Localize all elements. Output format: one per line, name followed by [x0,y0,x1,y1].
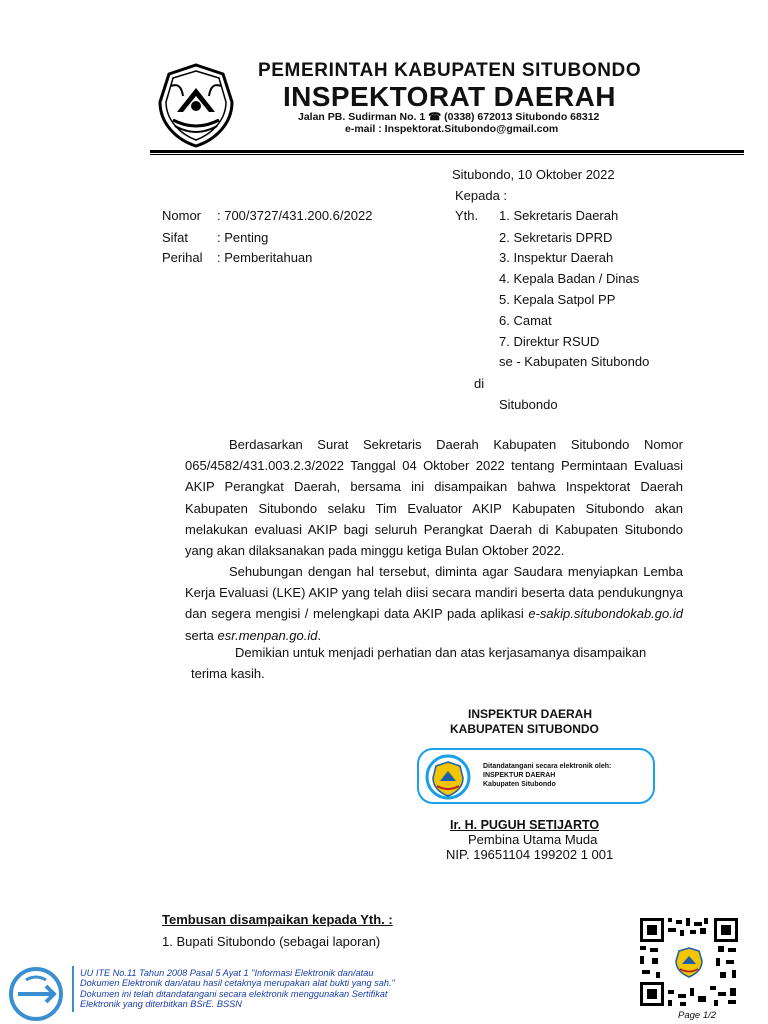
letterhead-address: Jalan PB. Sudirman No. 1 ☎ (0338) 672013 Situbondo 68312 [298,111,600,123]
letter-date: Situbondo, 10 Oktober 2022 [452,167,615,182]
bsre-logo [6,966,70,1022]
signer-nip: NIP. 19651104 199202 1 001 [446,847,614,862]
sifat-value: : Penting [217,230,269,245]
regency-crest-logo [153,62,239,148]
footer-ite-notice: UU ITE No.11 Tahun 2008 Pasal 5 Ayat 1 "Informasi Elektronik dan/atau Dokumen Elektronik dan/atau hasil cetaknya merupakan alat bukti yang sah." Dokumen ini telah ditandatangani secara elektronik menggunakan Sertifikat Elektronik yang diterbitkan BSrE. BSSN [80,968,395,1010]
perihal-label: Perihal [162,250,203,265]
letterhead-government: PEMERINTAH KABUPATEN SITUBONDO [258,60,642,81]
tembusan-heading: Tembusan disampaikan kepada Yth. : [162,912,393,927]
kepada-label: Kepada : [455,188,508,203]
body-paragraph-1: Berdasarkan Surat Sekretaris Daerah Kabupaten Situbondo Nomor 065/4582/431.003.2.3/2022 Tanggal 04 Oktober 2022 tentang Permintaan Evaluasi AKIP Perangkat Daerah, bersama ini disampaikan bahwa Inspektorat Daerah Kabupaten Situbondo selaku Tim Evaluator AKIP Kabupaten Situbondo akan melakukan evaluasi AKIP bagi seluruh Perangkat Daerah di Kabupaten Situbondo yang akan dilaksanakan pada minggu ketiga Bulan Oktober 2022. [185,437,683,559]
yth-label: Yth. [455,208,479,223]
signer-title: INSPEKTUR DAERAH [468,707,593,721]
closing-line-2: terima kasih. [191,666,265,681]
letterhead-rule-thin [150,154,744,155]
recipient-item: 1. Sekretaris Daerah [499,208,619,223]
recipient-item: se - Kabupaten Situbondo [499,354,650,369]
recipient-item: 4. Kepala Badan / Dinas [499,271,640,286]
recipient-item: 2. Sekretaris DPRD [499,230,613,245]
recipient-item: 6. Camat [499,313,552,328]
recipient-item: 7. Direktur RSUD [499,334,600,349]
recipient-item: 5. Kepala Satpol PP [499,292,616,307]
closing-line-1: Demikian untuk menjadi perhatian dan atas kerjasamanya disampaikan [235,645,647,660]
phone-icon: ☎ [428,111,442,123]
signer-region: KABUPATEN SITUBONDO [450,722,599,736]
letterhead-agency: INSPEKTORAT DAERAH [283,81,616,112]
signer-rank: Pembina Utama Muda [468,832,598,847]
destination-place: Situbondo [499,397,558,412]
esakip-link: e-sakip.situbondokab.go.id [528,606,683,622]
perihal-value: : Pemberitahuan [217,250,313,265]
recipient-item: 3. Inspektur Daerah [499,250,614,265]
di-label: di [474,376,485,391]
esr-link: esr.menpan.go.id [217,627,318,643]
crest-seal-icon [425,754,471,800]
sifat-label: Sifat [162,230,189,245]
esign-region: Kabupaten Situbondo [483,781,556,788]
nomor-value: : 700/3727/431.200.6/2022 [217,208,373,223]
tembusan-item: 1. Bupati Situbondo (sebagai laporan) [162,934,381,949]
nomor-label: Nomor [162,208,202,223]
esign-caption: Ditandatangani secara elektronik oleh: [483,763,612,770]
letterhead-email: e-mail : Inspektorat.Situbondo@gmail.com [345,123,559,135]
page-number: Page 1/2 [678,1010,717,1021]
body-paragraph-2: Sehubungan dengan hal tersebut, diminta agar Saudara menyiapkan Lemba Kerja Evaluasi (LKE) AKIP yang telah diisi secara mandiri beserta data pendukungnya dan segera mengisi / melengkapi data AKIP pada aplikasi e-sakip.situbondokab.go.id serta esr.menpan.go.id. [185,564,683,643]
footer-divider [72,966,74,1012]
letterhead-rule [150,150,744,153]
esign-signer: INSPEKTUR DAERAH [483,772,556,779]
qr-code [638,916,740,1008]
signer-name: Ir. H. PUGUH SETIJARTO [450,818,600,832]
electronic-signature-box [417,748,655,804]
